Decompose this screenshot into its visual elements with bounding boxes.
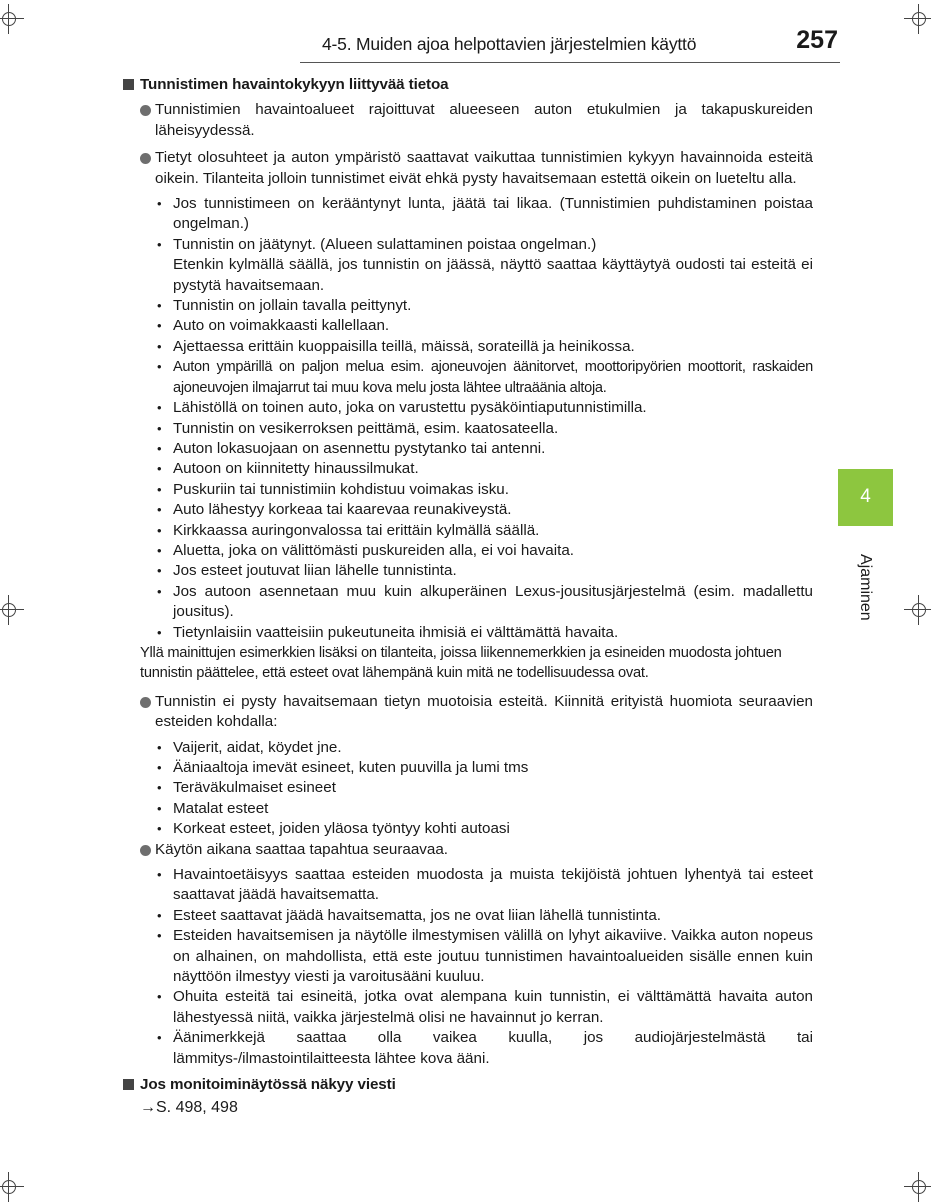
bullet-list xyxy=(155,738,813,840)
square-bullet-icon xyxy=(123,79,134,90)
list-item: • Jos esteet joutuvat liian lähelle tunnistinta. xyxy=(155,561,813,581)
paragraph-item xyxy=(140,692,813,733)
crop-mark-mid-left xyxy=(0,601,18,619)
list-item: • Autoon on kiinnitetty hinaussilmukat. xyxy=(155,459,813,479)
list-item: • Tietynlaisiin vaatteisiin pukeutuneita ihmisiä ei välttämättä havaita. xyxy=(155,623,813,643)
note-text: Yllä mainittujen esimerkkien lisäksi on tilanteita, joissa liikennemerkkien ja esineiden muodosta johtuen tunnistin päättelee, että esteet ovat lähempänä kuin mitä ne todellisuudessa ovat. xyxy=(140,644,782,682)
list-item: • Auto on voimakkaasti kallellaan. xyxy=(155,316,813,336)
list-item: • Puskuriin tai tunnistimiin kohdistuu voimakas isku. xyxy=(155,480,813,500)
chapter-number: 4 xyxy=(860,486,871,507)
list-item: • Jos autoon asennetaan muu kuin alkuperäinen Lexus-jousitusjärjestelmä (esim. madallettu jousitus). xyxy=(155,582,813,623)
list-item: • Tunnistin on vesikerroksen peittämä, esim. kaatosateella. xyxy=(155,419,813,439)
paragraph-item xyxy=(140,840,813,860)
list-item: • Kirkkaassa auringonvalossa tai erittäin kylmällä säällä. xyxy=(155,521,813,541)
square-bullet-icon xyxy=(123,1079,134,1090)
circle-bullet-icon xyxy=(140,153,151,164)
bullet-list xyxy=(155,194,813,643)
list-item: • Auton lokasuojaan on asennettu pystytanko tai antenni. xyxy=(155,439,813,459)
list-item: • Jos tunnistimeen on kerääntynyt lunta, jäätä tai likaa. (Tunnistimien puhdistaminen poistaa ongelman.) xyxy=(155,194,813,235)
chapter-title: 4-5. Muiden ajoa helpottavien järjestelmien käyttö xyxy=(322,34,697,54)
page-reference: →S. 498, 498 xyxy=(140,1098,238,1116)
crop-mark-top-left xyxy=(0,10,18,28)
list-item: • Ohuita esteitä tai esineitä, jotka ovat alempana kuin tunnistin, ei välttämättä havaita auton lähestyessä niitä, vaikka järjestelmä olisi ne havainnut jo kerran. xyxy=(155,987,813,1028)
crop-mark-mid-right xyxy=(910,601,928,619)
list-item: • Auto lähestyy korkeaa tai kaarevaa reunakiveystä. xyxy=(155,500,813,520)
list-item: • Ajettaessa erittäin kuoppaisilla teillä, mäissä, sorateillä ja heinikossa. xyxy=(155,337,813,357)
page-header xyxy=(300,26,838,60)
section-heading xyxy=(123,75,813,95)
crop-mark-top-right xyxy=(910,10,928,28)
paragraph-text: Tietyt olosuhteet ja auton ympäristö saattavat vaikuttaa tunnistimien kykyyn havainnoida esteitä oikein. Tilanteita jolloin tunnistimet eivät ehkä pysty havaitsemaan estettä oikein on lueteltu alla. xyxy=(155,149,813,187)
list-item-text: Tunnistin on jäätynyt. (Alueen sulattaminen poistaa ongelman.) xyxy=(173,235,597,253)
paragraph-item xyxy=(140,100,813,141)
paragraph-text: Tunnistimien havaintoalueet rajoittuvat alueeseen auton etukulmien ja takapuskureiden läheisyydessä. xyxy=(155,101,813,139)
bullet-list xyxy=(155,865,813,1069)
page-number: 257 xyxy=(796,26,838,54)
circle-bullet-icon xyxy=(140,697,151,708)
circle-bullet-icon xyxy=(140,845,151,856)
circle-bullet-icon xyxy=(140,105,151,116)
section-heading xyxy=(123,1075,813,1095)
chapter-label-text: Ajaminen xyxy=(857,554,874,621)
list-item: • Korkeat esteet, joiden yläosa työntyy kohti autoasi xyxy=(155,819,813,839)
section-title: Tunnistimen havaintokykyyn liittyvää tietoa xyxy=(140,76,449,93)
crop-mark-bottom-left xyxy=(0,1178,18,1196)
list-item: • Esteet saattavat jäädä havaitsematta, jos ne ovat liian lähellä tunnistinta. xyxy=(155,906,813,926)
list-item: • Aluetta, joka on välittömästi puskureiden alla, ei voi havaita. xyxy=(155,541,813,561)
header-rule xyxy=(300,62,840,63)
paragraph-text: Käytön aikana saattaa tapahtua seuraavaa. xyxy=(155,840,448,858)
chapter-tab xyxy=(838,469,893,526)
list-item: • Ääniaaltoja imevät esineet, kuten puuvilla ja lumi tms xyxy=(155,758,813,778)
crop-mark-bottom-right xyxy=(910,1178,928,1196)
list-item: • Teräväkulmaiset esineet xyxy=(155,778,813,798)
list-item: • Vaijerit, aidat, köydet jne. xyxy=(155,738,813,758)
list-item: • Havaintoetäisyys saattaa esteiden muodosta ja muista tekijöistä johtuen lyhentyä tai esteet saattavat jäädä havaitsematta. xyxy=(155,865,813,906)
list-item-extra: Etenkin kylmällä säällä, jos tunnistin on jäässä, näyttö saattaa käyttäytyä oudosti tai esteitä ei pystytä havaitsemaan. xyxy=(173,256,813,294)
list-item: • Matalat esteet xyxy=(155,799,813,819)
list-item: • Esteiden havaitsemisen ja näytölle ilmestymisen välillä on lyhyt aikaviive. Vaikka auton nopeus on alhainen, on mahdollista, että este joutuu tunnistimen havaintoalueiden sisälle ennen kuin näyttöön ilmestyy viesti ja varoitusääni kuuluu. xyxy=(155,926,813,987)
section-title: Jos monitoiminäytössä näkyy viesti xyxy=(140,1076,396,1094)
paragraph-text: Tunnistin ei pysty havaitsemaan tietyn muotoisia esteitä. Kiinnitä erityistä huomiota seuraavien esteiden kohdalla: xyxy=(155,692,813,731)
list-item xyxy=(155,235,813,296)
list-item: • Auton ympärillä on paljon melua esim. ajoneuvojen äänitorvet, moottoripyörien moottorit, raskaiden ajoneuvojen ilmajarrut tai muu kova melu josta lähtee ultraäänia altoja. xyxy=(155,357,813,398)
list-item: • Äänimerkkejä saattaa olla vaikea kuulla, jos audiojärjestelmästä tai lämmitys-/ilmastointilaitteesta lähtee kova ääni. xyxy=(155,1028,813,1069)
chapter-label xyxy=(840,548,888,638)
page-content xyxy=(123,75,813,1118)
list-item: • Lähistöllä on toinen auto, joka on varustettu pysäköintiaputunnistimilla. xyxy=(155,398,813,418)
list-item: • Tunnistin on jollain tavalla peittynyt. xyxy=(155,296,813,316)
paragraph-item xyxy=(140,148,813,189)
